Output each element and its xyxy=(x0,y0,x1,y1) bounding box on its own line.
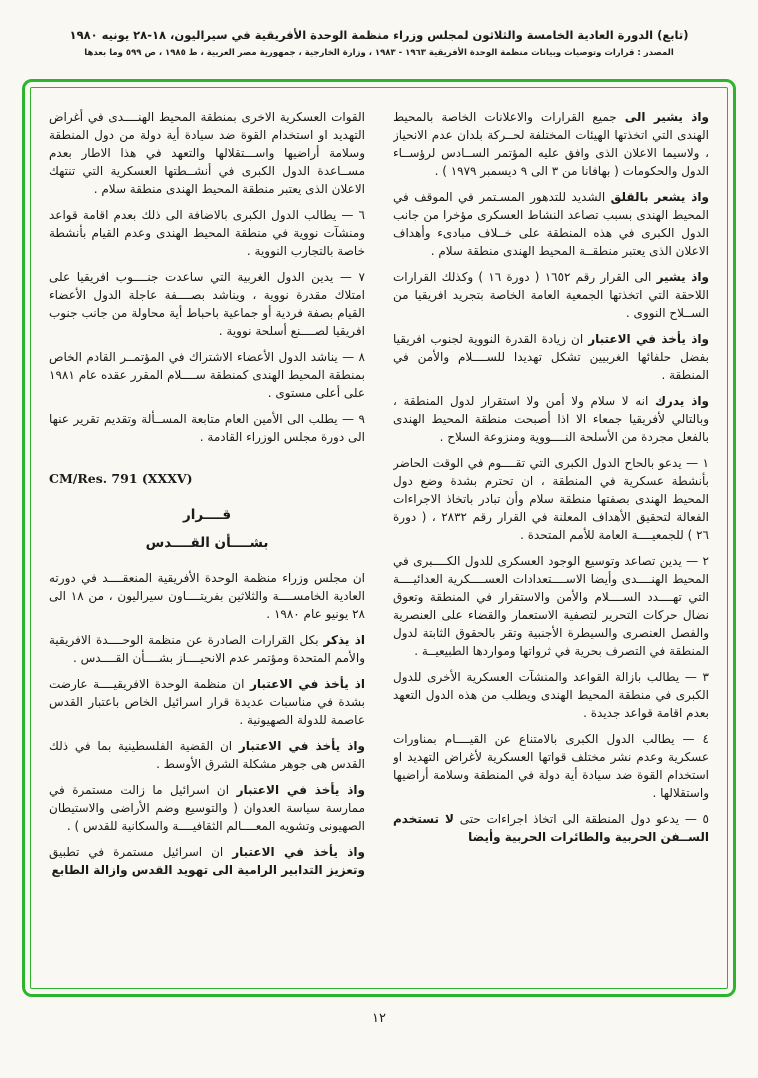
paragraph-body: ٨ — يناشد الدول الأعضاء الاشتراك في المؤتمــر القادم الخاص بمنطقة المحيط الهندى كمنطقة ســــلام المقرر عقده عام ١٩٨١ على أعلى مستوى . xyxy=(49,349,365,400)
paragraph xyxy=(49,781,365,835)
paragraph-body: ٣ — يطالب بازالة القواعد والمنشآت العسكرية الأخرى للدول الكبرى في منطقة المحيط الهندى ويطلب من هذه الدول التعهد بعدم اقامة قواعد جديدة . xyxy=(393,669,709,720)
paragraph xyxy=(393,454,709,544)
paragraph xyxy=(393,730,709,802)
paragraph-body: ان زيادة القدرة النووية لجنوب افريقيا بفضل حلفائها الغربيين تشكل تهديدا للســــلام والأمن في المنطقة . xyxy=(393,331,709,382)
paragraph-tail: وتعزيز التدابير الرامية الى تهويد القدس وازالة الطابع xyxy=(51,863,365,878)
paragraph-body: ٥ — يدعو دول المنطقة الى اتخاذ اجراءات حتى xyxy=(459,811,709,826)
paragraph-body: ١ — يدعو بالحاح الدول الكبرى التي تقــــوم في الوقت الحاضر بأنشطة عسكرية في المنطقة ، ان تحترم بشدة وضع دول المحيط الهندى بصفتها منطقة سلام وأن تبادر باتخاذ الاجراءات الفعالة لتحقيق الأهداف المعلنة في القرار رقم ٢٨٣٢ ، ( دورة ٢٦ ) للجمعيــــة العامة للأمم المتحدة . xyxy=(393,455,709,542)
paragraph-lead: واذ يشير xyxy=(656,269,709,284)
green-border-frame xyxy=(22,79,736,997)
paragraph-body: انه لا سلام ولا أمن ولا استقرار لدول المنطقة ، وبالتالي لأفريقيا جمعاء الا اذا أصبحت منطقة المحيط الهندى بالفعل مجردة من الأسلحة النــــووية ومنزوعة السلاح . xyxy=(393,393,709,444)
paragraph-body: القوات العسكرية الاخرى بمنطقة المحيط الهنــــدى في أغراض التهديد او استخدام القوة ضد سيادة أية دولة من دول المنطقة وسلامة أراضيها واســـتقلالها والتعهد في هذا الاطار بعدم مســاعدة الدول الكبرى في أنشــطتها العسكرية التي تنتهك الاعلان الذى يعتبر منطقة المحيط الهندى منطقة سلام . xyxy=(49,109,365,196)
paragraph-lead: واذ يأخذ في الاعتبار xyxy=(232,845,365,860)
paragraph xyxy=(393,810,709,846)
paragraph xyxy=(393,552,709,660)
paragraph-lead: واذ يأخذ في الاعتبار xyxy=(588,331,709,346)
header-source-line: المصدر : قرارات وتوصيات وبيانات منظمة الوحدة الأفريقية ١٩٦٣ - ١٩٨٣ ، وزارة الخارجية ، جمهورية مصر العربية ، ط ١٩٨٥ ، ص ٥٩٩ وما بعدها xyxy=(84,47,674,58)
paragraph-lead: واذ يأخذ في الاعتبار xyxy=(238,739,365,754)
paragraph xyxy=(49,675,365,729)
paragraph-body: ٤ — يطالب الدول الكبرى بالامتناع عن القيــــام بمناورات عسكرية وعدم نشر مختلف قواتها العسكرية لأغراض التهديد او استخدام القوة ضد سيادة أية دولة في المنطقة وسلامة أراضيها واستقلالها . xyxy=(393,731,709,800)
paragraph-body: ان القضية الفلسطينية بما في ذلك القدس هى جوهر مشكلة الشرق الأوسط . xyxy=(49,739,365,772)
paragraph xyxy=(393,392,709,446)
paragraph-body: الشديد للتدهور المسـتمر في الموقف في المحيط الهندى بسبب تصاعد النشاط العسكرى مؤخرا من جانب الدول الكبرى في هذه المنطقة على خــلاف مبادىء وأهداف الاعلان الذى يعتبر منطقــة المحيط الهندى منطقة سلام . xyxy=(393,189,709,258)
paragraph xyxy=(49,737,365,773)
paragraph-body: ان منظمة الوحدة الافريقيــــة عارضت بشدة في مناسبات عديدة قرار اسرائيل الخاص باعتبار القدس عاصمة للدولة الصهيونية . xyxy=(49,677,365,728)
paragraph-lead: واذ يشير الى xyxy=(624,109,709,124)
paragraph xyxy=(393,268,709,322)
paragraph-body: ٦ — يطالب الدول الكبرى بالاضافة الى ذلك بعدم اقامة قواعد ومنشآت نووية في منطقة المحيط الهندى وعدم القيام بأنشطة خاصة بالتجارب النووية . xyxy=(49,207,365,258)
paragraph xyxy=(393,188,709,260)
paragraph xyxy=(49,348,365,402)
document-columns xyxy=(49,108,709,974)
paragraph-lead: اذ يأخذ في الاعتبار xyxy=(249,677,365,692)
resolution-reference: CM/Res. 791 (XXXV) xyxy=(49,470,193,486)
paragraph-body: ٢ — يدين تصاعد وتوسيع الوجود العسكرى للدول الكــــبرى في المحيط الهنــــدى وأيضا الاســــتعدادات العســــكرية العدائيــــة التي تهــــدد الســــلام والأمن والاستقرار في المنطقة وتعوق نضال حركات التحرير لتصفية الاستعمار والقضاء على العنصرية والفصل العنصرى والسيطرة الأجنبية وتقر بالحقوق الثابتة لدول المنطقة في التصرف بحرية في ثرواتها ومواردها الطبيعيــة . xyxy=(393,553,709,658)
paragraph xyxy=(49,631,365,667)
column-right xyxy=(393,108,709,974)
paragraph-body: ٩ — يطلب الى الأمين العام متابعة المســألة وتقديم تقرير عنها الى دورة مجلس الوزراء القادمة . xyxy=(49,411,365,444)
paragraph-body: ان اسرائيل مستمرة في تطبيق xyxy=(49,845,224,860)
paragraph-lead: واذ يأخذ في الاعتبار xyxy=(236,783,365,798)
paragraph xyxy=(393,108,709,180)
resolution-title: قــــرار xyxy=(182,506,232,523)
paragraph-tail: لا تستخدم الســفن الحربية والطائرات الحربية وأيضا xyxy=(393,811,709,844)
page-header xyxy=(0,28,758,59)
paragraph-body: بكل القرارات الصادرة عن منظمة الوحــــدة الافريقية والأمم المتحدة ومؤتمر عدم الانحيــــاز بشــــأن القــــدس . xyxy=(49,633,365,666)
paragraph-body: ان اسرائيل ما زالت مستمرة في ممارسة سياسة العدوان ( والتوسيع وضم الأراضى والاستيطان الصهيونى وتشويه المعــــالم الثقافيــــة والسكانية للقدس ) . xyxy=(49,783,365,834)
paragraph xyxy=(393,330,709,384)
paragraph-body: جميع القرارات والاعلانات الخاصة بالمحيط الهندى التي اتخذتها الهيئات المختلفة لحــركة بلدان عدم الانحياز ، ولاسيما الاعلان الذى وافق عليه المؤتمر الســادس لرؤســاء الدول والحكومات ( بهافانا من ٣ الى ٩ ديسمبر ١٩٧٩ ) . xyxy=(393,109,709,178)
column-left xyxy=(49,108,365,974)
paragraph xyxy=(49,268,365,340)
paragraph-body: ٧ — يدين الدول الغربية التي ساعدت جنــــوب افريقيا على امتلاك مقدرة نووية ، ويناشد بصــــفة عاجلة الدول الأعضاء القيام بصفة فردية أو جماعية باحباط أية محاولة من جانب جنوب افريقيا لصــــنع أسلحة نووية . xyxy=(49,269,365,338)
paragraph xyxy=(49,410,365,446)
resolution-subject: بشــــأن القــــدس xyxy=(145,534,269,551)
paragraph xyxy=(49,206,365,260)
page-number: ١٢ xyxy=(372,1010,386,1026)
paragraph-body: ان مجلس وزراء منظمة الوحدة الأفريقية المنعقــــد في دورته العادية الخامســــة والثلاثين بفريتــــاون سيراليون ، من ١٨ الى ٢٨ يونيو عام ١٩٨٠ . xyxy=(49,571,365,622)
header-session-line: (تابع) الدورة العادية الخامسة والثلاثون لمجلس وزراء منظمة الوحدة الأفريقية في سيراليون، ١٨-٢٨ يونيه ١٩٨٠ xyxy=(69,28,689,42)
paragraph-lead: واذ يشعر بالقلق xyxy=(610,189,709,204)
paragraph xyxy=(49,569,365,623)
paragraph-body: الى القرار رقم ١٦٥٢ ( دورة ١٦ ) وكذلك القرارات اللاحقة التي اتخذتها الجمعية العامة الخاصة بتجريد افريقيا من الســلاح النووى . xyxy=(393,269,709,320)
paragraph xyxy=(393,668,709,722)
paragraph xyxy=(49,843,365,879)
paragraph xyxy=(49,108,365,198)
paragraph-lead: اذ يذكر xyxy=(323,633,365,648)
paragraph-lead: واذ يدرك xyxy=(654,393,709,408)
